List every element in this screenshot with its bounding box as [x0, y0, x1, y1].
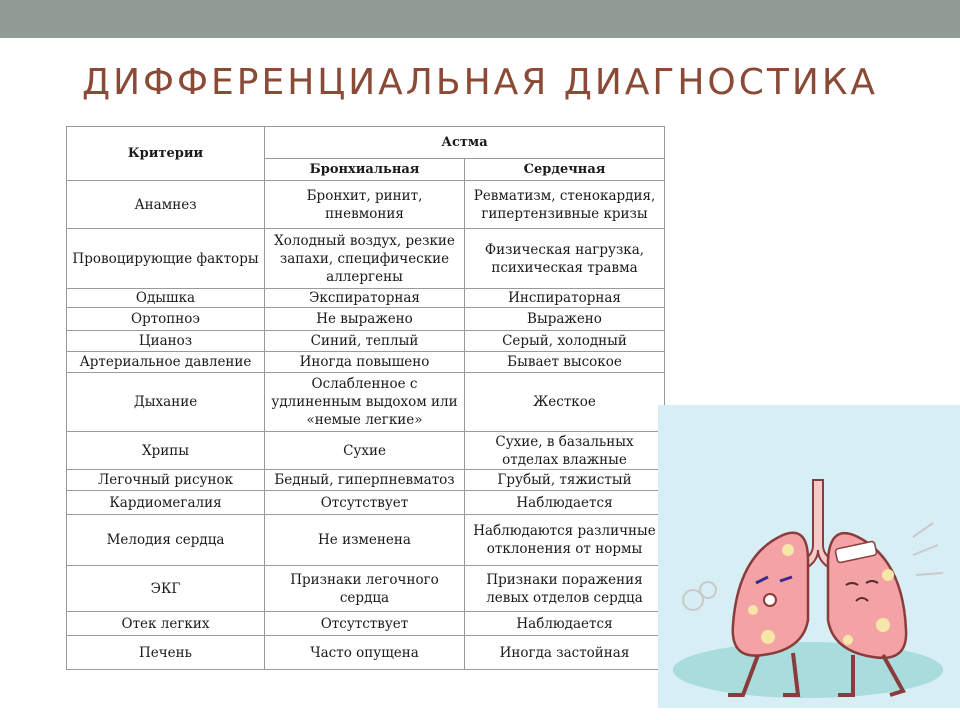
row-criterion: Провоцирующие факторы — [67, 229, 265, 289]
row-criterion: Ортопноэ — [67, 308, 265, 331]
cell-bronchial: Иногда повышено — [265, 352, 465, 373]
cell-bronchial: Экспираторная — [265, 289, 465, 308]
table-row — [67, 181, 665, 229]
row-criterion: Хрипы — [67, 432, 265, 470]
row-criterion: Одышка — [67, 289, 265, 308]
cell-bronchial: Бронхит, ринит, пневмония — [265, 181, 465, 229]
cell-bronchial: Синий, теплый — [265, 331, 465, 352]
diagnosis-table — [66, 126, 665, 670]
cell-bronchial: Признаки легочного сердца — [265, 566, 465, 612]
cell-bronchial: Не изменена — [265, 515, 465, 566]
cell-cardiac: Физическая нагрузка, психическая травма — [465, 229, 665, 289]
cell-cardiac: Бывает высокое — [465, 352, 665, 373]
row-criterion: Анамнез — [67, 181, 265, 229]
cell-bronchial: Бедный, гиперпневматоз — [265, 470, 465, 491]
row-criterion: Мелодия сердца — [67, 515, 265, 566]
row-criterion: Печень — [67, 636, 265, 670]
cell-cardiac: Наблюдается — [465, 491, 665, 515]
cell-cardiac: Грубый, тяжистый — [465, 470, 665, 491]
row-criterion: Легочный рисунок — [67, 470, 265, 491]
header-criteria: Критерии — [67, 127, 265, 181]
cell-cardiac: Наблюдаются различные отклонения от нормы — [465, 515, 665, 566]
row-criterion: Цианоз — [67, 331, 265, 352]
cell-cardiac: Выражено — [465, 308, 665, 331]
cell-bronchial: Ослабленное с удлиненным выдохом или «немые легкие» — [265, 373, 465, 432]
table-row — [67, 515, 665, 566]
row-criterion: ЭКГ — [67, 566, 265, 612]
table-row — [67, 566, 665, 612]
header-row — [67, 127, 665, 159]
cell-cardiac: Признаки поражения левых отделов сердца — [465, 566, 665, 612]
cell-cardiac: Серый, холодный — [465, 331, 665, 352]
row-criterion: Отек легких — [67, 612, 265, 636]
cell-cardiac: Сухие, в базальных отделах влажные — [465, 432, 665, 470]
table-row — [67, 331, 665, 352]
slide-title: ДИФФЕРЕНЦИАЛЬНАЯ ДИАГНОСТИКА — [81, 62, 879, 103]
top-bar — [0, 0, 960, 38]
row-criterion: Кардиомегалия — [67, 491, 265, 515]
header-asthma: Астма — [265, 127, 665, 159]
table-row — [67, 352, 665, 373]
header-bronchial: Бронхиальная — [265, 159, 465, 181]
cell-cardiac: Жесткое — [465, 373, 665, 432]
table-row — [67, 289, 665, 308]
table-row — [67, 229, 665, 289]
table-row — [67, 491, 665, 515]
cell-bronchial: Отсутствует — [265, 612, 465, 636]
cell-cardiac: Наблюдается — [465, 612, 665, 636]
table-row — [67, 636, 665, 670]
cell-bronchial: Холодный воздух, резкие запахи, специфические аллергены — [265, 229, 465, 289]
cell-bronchial: Отсутствует — [265, 491, 465, 515]
sick-lungs-illustration — [658, 405, 960, 708]
row-criterion: Артериальное давление — [67, 352, 265, 373]
cell-bronchial: Не выражено — [265, 308, 465, 331]
cell-bronchial: Часто опущена — [265, 636, 465, 670]
cell-cardiac: Ревматизм, стенокардия, гипертензивные кризы — [465, 181, 665, 229]
sick-lungs-icon — [658, 405, 960, 708]
header-cardiac: Сердечная — [465, 159, 665, 181]
table-row — [67, 308, 665, 331]
cell-cardiac: Иногда застойная — [465, 636, 665, 670]
cell-cardiac: Инспираторная — [465, 289, 665, 308]
cell-bronchial: Сухие — [265, 432, 465, 470]
table-row — [67, 373, 665, 432]
row-criterion: Дыхание — [67, 373, 265, 432]
table-row — [67, 470, 665, 491]
table-row — [67, 432, 665, 470]
table-row — [67, 612, 665, 636]
